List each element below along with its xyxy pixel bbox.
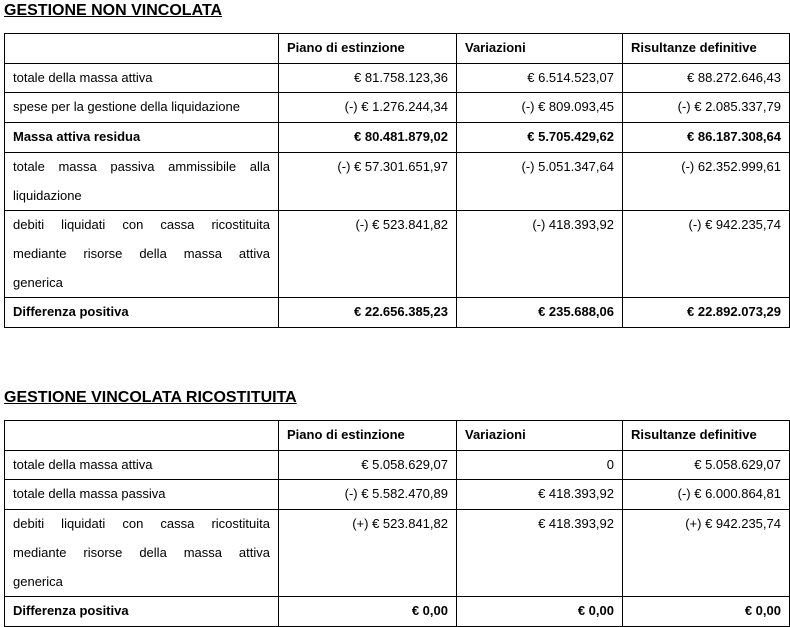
table-non-vincolata — [4, 33, 790, 328]
table-row — [5, 211, 790, 298]
row-label: Massa attiva residua — [5, 123, 279, 153]
value-variazioni: € 0,00 — [457, 597, 623, 627]
header-label — [5, 421, 279, 451]
value-piano: € 22.656.385,23 — [279, 298, 457, 328]
table-vincolata-ricostituita — [4, 420, 790, 627]
value-risultanze: € 5.058.629,07 — [623, 450, 790, 480]
row-label: debiti liquidati con cassa ricostituita mediante risorse della massa attiva generica — [5, 510, 279, 597]
value-piano: (-) € 1.276.244,34 — [279, 93, 457, 123]
value-piano: € 80.481.879,02 — [279, 123, 457, 153]
row-label: Differenza positiva — [5, 597, 279, 627]
header-variazioni: Variazioni — [457, 34, 623, 64]
value-variazioni: € 5.705.429,62 — [457, 123, 623, 153]
value-piano: (-) € 5.582.470,89 — [279, 480, 457, 510]
row-label: totale della massa attiva — [5, 450, 279, 480]
row-label: spese per la gestione della liquidazione — [5, 93, 279, 123]
table-row — [5, 450, 790, 480]
header-variazioni: Variazioni — [457, 421, 623, 451]
row-label: totale massa passiva ammissibile alla liquidazione — [5, 152, 279, 210]
value-piano: € 5.058.629,07 — [279, 450, 457, 480]
row-label: debiti liquidati con cassa ricostituita mediante risorse della massa attiva generica — [5, 211, 279, 298]
table-row — [5, 63, 790, 93]
value-risultanze: (+) € 942.235,74 — [623, 510, 790, 597]
table-row — [5, 93, 790, 123]
value-variazioni: € 418.393,92 — [457, 510, 623, 597]
value-risultanze: € 88.272.646,43 — [623, 63, 790, 93]
row-label: totale della massa attiva — [5, 63, 279, 93]
value-risultanze: (-) € 6.000.864,81 — [623, 480, 790, 510]
section-title-non-vincolata: GESTIONE NON VINCOLATA — [4, 2, 223, 19]
section-title-vincolata-ricostituita: GESTIONE VINCOLATA RICOSTITUITA — [4, 389, 297, 406]
table-row — [5, 597, 790, 627]
value-piano: € 0,00 — [279, 597, 457, 627]
table-row — [5, 480, 790, 510]
value-piano: (+) € 523.841,82 — [279, 510, 457, 597]
row-label: totale della massa passiva — [5, 480, 279, 510]
value-piano: € 81.758.123,36 — [279, 63, 457, 93]
value-variazioni: 0 — [457, 450, 623, 480]
value-risultanze: € 22.892.073,29 — [623, 298, 790, 328]
value-variazioni: € 235.688,06 — [457, 298, 623, 328]
header-risultanze: Risultanze definitive — [623, 421, 790, 451]
table-row — [5, 123, 790, 153]
value-variazioni: (-) 418.393,92 — [457, 211, 623, 298]
header-piano: Piano di estinzione — [279, 421, 457, 451]
value-variazioni: € 6.514.523,07 — [457, 63, 623, 93]
table-header-row — [5, 421, 790, 451]
value-risultanze: (-) 62.352.999,61 — [623, 152, 790, 210]
value-risultanze: (-) € 2.085.337,79 — [623, 93, 790, 123]
value-variazioni: (-) 5.051.347,64 — [457, 152, 623, 210]
header-risultanze: Risultanze definitive — [623, 34, 790, 64]
header-label — [5, 34, 279, 64]
header-piano: Piano di estinzione — [279, 34, 457, 64]
value-variazioni: (-) € 809.093,45 — [457, 93, 623, 123]
table-row — [5, 298, 790, 328]
value-variazioni: € 418.393,92 — [457, 480, 623, 510]
row-label: Differenza positiva — [5, 298, 279, 328]
value-piano: (-) € 57.301.651,97 — [279, 152, 457, 210]
table-header-row — [5, 34, 790, 64]
value-risultanze: (-) € 942.235,74 — [623, 211, 790, 298]
value-risultanze: € 86.187.308,64 — [623, 123, 790, 153]
value-risultanze: € 0,00 — [623, 597, 790, 627]
table-row — [5, 152, 790, 210]
value-piano: (-) € 523.841,82 — [279, 211, 457, 298]
table-row — [5, 510, 790, 597]
